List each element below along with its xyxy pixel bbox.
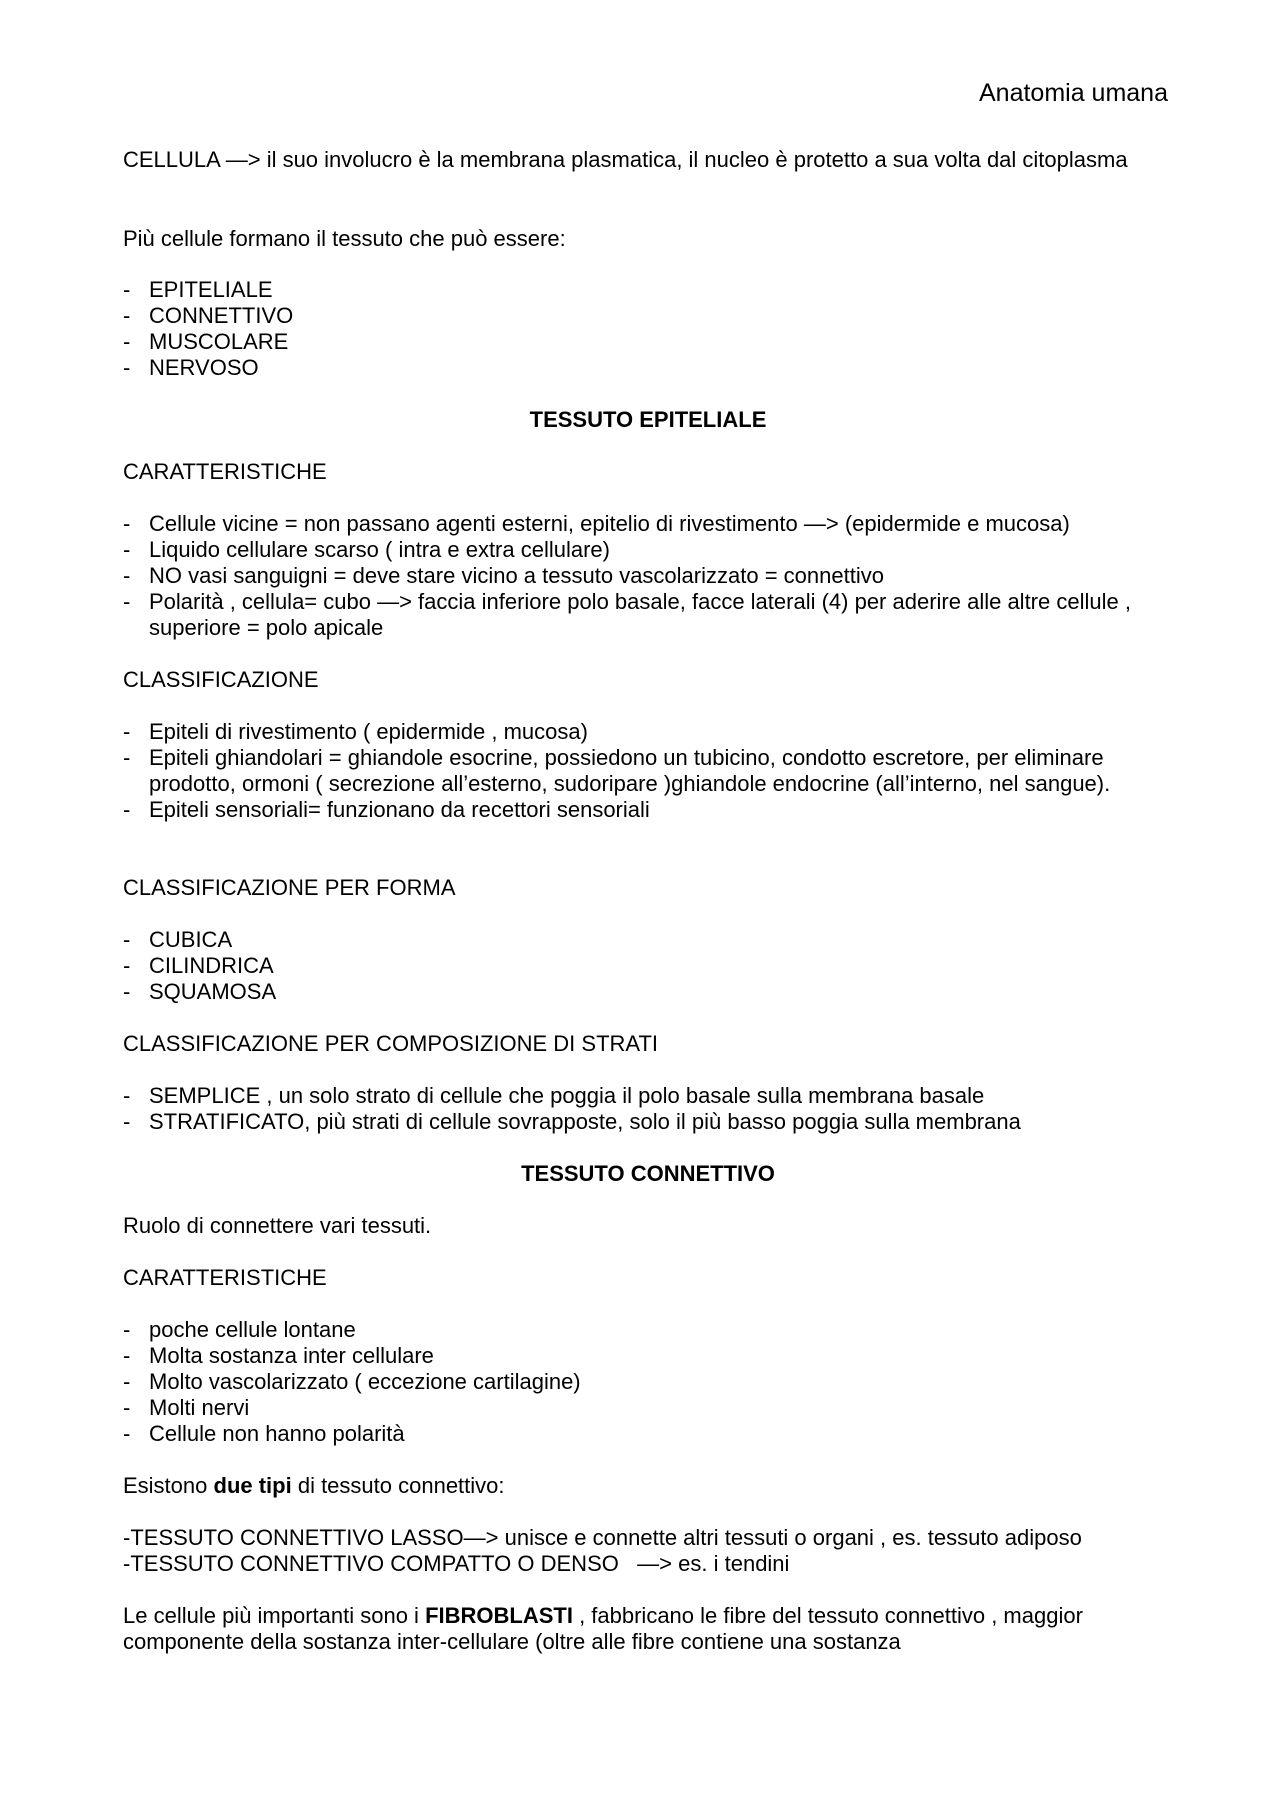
fibro-text-post: , fabbricano le fibre del tessuto connettivo , maggior componente della sostanza inter-cellulare (oltre alle fibre contiene una sostanza	[123, 1603, 1083, 1654]
list-item: - Cellule non hanno polarità	[123, 1421, 1173, 1447]
tipi-text-pre: Esistono	[123, 1473, 214, 1498]
list-item: - CILINDRICA	[123, 953, 1173, 979]
list-item: - CONNETTIVO	[123, 303, 1173, 329]
list-item: - MUSCOLARE	[123, 329, 1173, 355]
fibro-text-bold: FIBROBLASTI	[425, 1603, 573, 1628]
fibroblasti-paragraph	[123, 1603, 1173, 1655]
cellula-definition: CELLULA —> il suo involucro è la membrana plasmatica, il nucleo è protetto a sua volta dal citoplasma	[123, 147, 1128, 172]
list-item: - Epiteli sensoriali= funzionano da recettori sensoriali	[123, 797, 1173, 823]
forma-list	[123, 927, 1173, 1005]
epiteliale-caratteristiche-heading: CARATTERISTICHE	[123, 459, 327, 484]
epiteliale-caratteristiche-list	[123, 511, 1173, 641]
list-item: - STRATIFICATO, più strati di cellule sovrapposte, solo il più basso poggia sulla membrana	[123, 1109, 1173, 1135]
tipi-text-post: di tessuto connettivo:	[291, 1473, 505, 1498]
list-item: - Liquido cellulare scarso ( intra e extra cellulare)	[123, 537, 1173, 563]
forma-heading: CLASSIFICAZIONE PER FORMA	[123, 875, 456, 900]
tessuto-intro: Più cellule formano il tessuto che può essere:	[123, 226, 566, 251]
connettivo-tipi-intro	[123, 1473, 1173, 1499]
list-item: - SEMPLICE , un solo strato di cellule che poggia il polo basale sulla membrana basale	[123, 1083, 1173, 1109]
connettivo-caratteristiche-heading: CARATTERISTICHE	[123, 1265, 327, 1290]
connettivo-caratteristiche-list	[123, 1317, 1173, 1447]
epiteliale-classificazione-list	[123, 719, 1173, 823]
strati-heading: CLASSIFICAZIONE PER COMPOSIZIONE DI STRATI	[123, 1031, 658, 1056]
list-item: - SQUAMOSA	[123, 979, 1173, 1005]
fibro-text-pre: Le cellule più importanti sono i	[123, 1603, 426, 1628]
list-item: - poche cellule lontane	[123, 1317, 1173, 1343]
list-item: - NERVOSO	[123, 355, 1173, 381]
list-item: - NO vasi sanguigni = deve stare vicino a tessuto vascolarizzato = connettivo	[123, 563, 1173, 589]
list-item: - EPITELIALE	[123, 277, 1173, 303]
section-title-epiteliale: TESSUTO EPITELIALE	[529, 407, 767, 432]
list-item: - CUBICA	[123, 927, 1173, 953]
list-item: - Epiteli di rivestimento ( epidermide , mucosa)	[123, 719, 1173, 745]
epiteliale-classificazione-heading: CLASSIFICAZIONE	[123, 667, 319, 692]
list-item: - Molti nervi	[123, 1395, 1173, 1421]
connettivo-lasso: -TESSUTO CONNETTIVO LASSO—> unisce e connette altri tessuti o organi , es. tessuto adiposo	[123, 1525, 1082, 1550]
page-header: Anatomia umana	[978, 79, 1168, 107]
tipi-text-bold: due tipi	[213, 1473, 292, 1498]
list-item: - Epiteli ghiandolari = ghiandole esocrine, possiedono un tubicino, condotto escretore, per eliminare prodotto, ormoni ( secrezione all’esterno, sudoripare )ghiandole endocrine (all’interno, nel sangue).	[123, 745, 1173, 797]
list-item: - Molto vascolarizzato ( eccezione cartilagine)	[123, 1369, 1173, 1395]
tissue-types-list	[123, 277, 1173, 381]
section-title-connettivo: TESSUTO CONNETTIVO	[521, 1161, 775, 1186]
connettivo-ruolo: Ruolo di connettere vari tessuti.	[123, 1213, 432, 1238]
list-item: - Cellule vicine = non passano agenti esterni, epitelio di rivestimento —> (epidermide e mucosa)	[123, 511, 1173, 537]
connettivo-compatto: -TESSUTO CONNETTIVO COMPATTO O DENSO —> es. i tendini	[123, 1551, 790, 1576]
list-item: - Polarità , cellula= cubo —> faccia inferiore polo basale, facce laterali (4) per aderire alle altre cellule , superiore = polo apicale	[123, 589, 1173, 641]
strati-list	[123, 1083, 1173, 1135]
list-item: - Molta sostanza inter cellulare	[123, 1343, 1173, 1369]
